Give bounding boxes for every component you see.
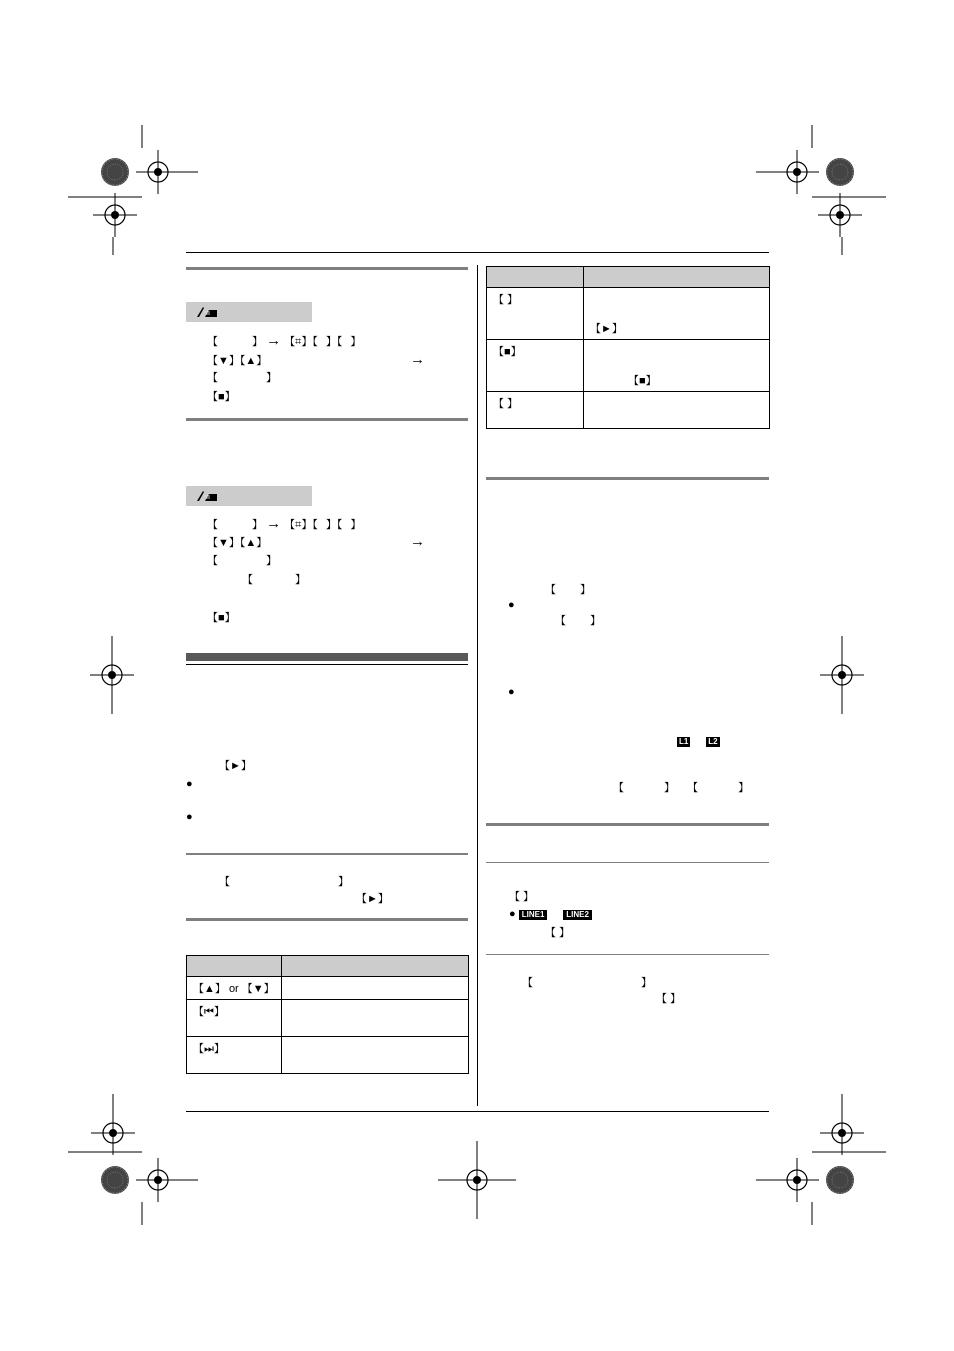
- line2-icon: LINE2: [563, 910, 592, 920]
- step-2-key: 【 】: [207, 555, 277, 567]
- line-key: 【 】: [545, 927, 571, 939]
- heading-bar: [186, 653, 468, 661]
- line1-icon: LINE1: [519, 910, 548, 920]
- sub-rule: [486, 862, 769, 863]
- table-cell-key: 【■】: [487, 340, 584, 392]
- step-4-stop: 【■】: [207, 612, 236, 624]
- footer-rule: [186, 1111, 769, 1112]
- talk-key: 【 】: [509, 891, 535, 903]
- line-status: ● LINE1 or LINE2: [509, 908, 592, 921]
- section-rule: [186, 267, 468, 270]
- table-cell-op: [282, 1000, 469, 1037]
- tip-play-key: 【►】: [356, 893, 389, 905]
- table-row: [187, 1000, 469, 1037]
- handset-badge: [186, 486, 312, 506]
- table-cell-key: 【⏮】: [187, 1000, 282, 1037]
- table-cell-key: 【 】: [487, 392, 584, 429]
- bullet-icon: ●: [186, 778, 193, 790]
- table-cell-op: 【►】: [584, 288, 770, 340]
- sub-rule: [486, 954, 769, 955]
- table-cell-key: 【 】: [487, 288, 584, 340]
- handset-icon: [196, 306, 218, 318]
- section-rule: [486, 477, 769, 480]
- table-row: [487, 392, 770, 429]
- line-keys: 【 】 【 】: [613, 782, 750, 794]
- step-1-menu: 【 】 → 【⌗】【 】【 】: [207, 332, 362, 349]
- bullet-icon: ●: [508, 686, 515, 698]
- table-cell-key: 【▲】 or 【▼】: [187, 977, 282, 1000]
- bullet-icon: ●: [186, 811, 193, 823]
- step-1-menu: 【 】 → 【⌗】【 】【 】: [207, 515, 362, 532]
- step-2-arrow: →: [410, 533, 425, 550]
- step-3-stop: 【■】: [207, 391, 236, 403]
- step-2-select: 【▼】【▲】: [207, 537, 268, 549]
- section-rule: [186, 918, 468, 921]
- step-2-select: 【▼】【▲】: [207, 355, 268, 367]
- line1-indicator-icon: L1: [679, 737, 689, 746]
- table-header: [187, 956, 282, 977]
- table-cell-key: 【⏭】: [187, 1037, 282, 1074]
- table-row: [187, 1037, 469, 1074]
- operation-table: [186, 955, 469, 1074]
- section-rule: [186, 418, 468, 421]
- handset-icon: [196, 490, 218, 502]
- table-cell-op: [584, 392, 770, 429]
- sub-rule: [186, 853, 468, 855]
- step-3-key: 【 】: [242, 574, 306, 586]
- header-rule: [186, 252, 769, 253]
- step-2-arrow: →: [410, 351, 425, 368]
- section-rule: [486, 823, 769, 826]
- table-header: [282, 956, 469, 977]
- table-cell-op: [282, 1037, 469, 1074]
- tip-key: 【 】: [522, 977, 652, 989]
- table-header: [584, 267, 770, 288]
- intercom-key: 【 】: [545, 584, 591, 596]
- table-cell-op: [282, 977, 469, 1000]
- table-header: [487, 267, 584, 288]
- operation-table: [486, 266, 770, 429]
- table-cell-op: 【■】: [584, 340, 770, 392]
- table-row: [487, 340, 770, 392]
- tip-key: 【 】: [219, 876, 349, 888]
- play-key: 【►】: [219, 760, 252, 772]
- bullet-icon: ●: [509, 908, 516, 920]
- intercom-key: 【 】: [555, 615, 601, 627]
- line-indicators: L1 or L2: [679, 735, 718, 747]
- bullet-icon: ●: [508, 599, 515, 611]
- line2-indicator-icon: L2: [708, 737, 718, 746]
- heading-underline: [186, 664, 468, 665]
- tip-line-key: 【 】: [656, 993, 682, 1005]
- step-2-key: 【 】: [207, 372, 277, 384]
- table-row: [187, 977, 469, 1000]
- handset-badge: [186, 302, 312, 322]
- table-row: [487, 288, 770, 340]
- column-divider: [477, 265, 478, 1106]
